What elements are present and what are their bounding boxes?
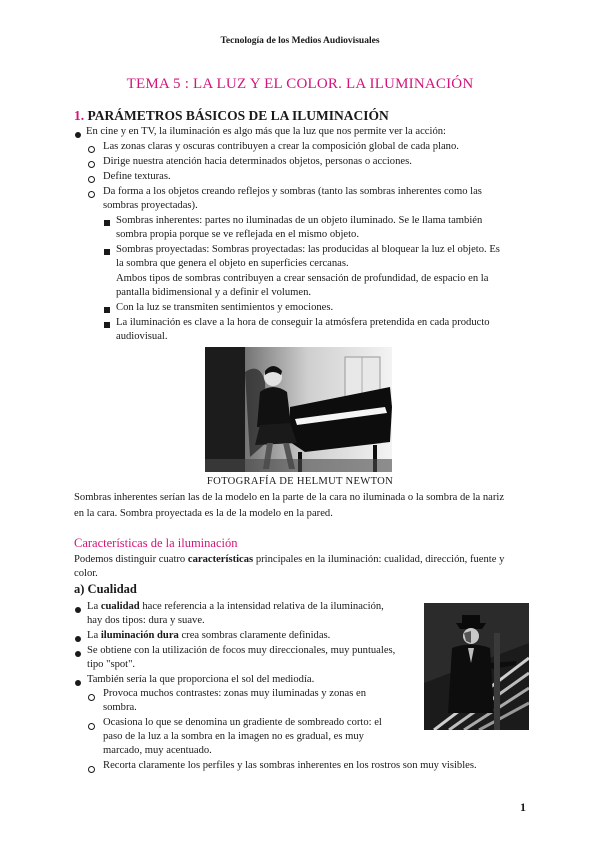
bullet-icon — [88, 694, 95, 701]
list-item: Con la luz se transmiten sentimientos y emociones. — [116, 302, 334, 313]
list-item-cont: sombra. — [103, 702, 137, 713]
list-item: Provoca muchos contrastes: zonas muy iluminadas y zonas en — [103, 688, 367, 699]
photo-helmut-newton — [205, 347, 392, 472]
list-item: Define texturas. — [103, 171, 171, 182]
list-item-cont: tipo "spot". — [87, 659, 136, 670]
list-item: También sería la que proporciona el sol del mediodía. — [87, 674, 315, 685]
list-item: Recorta claramente los perfiles y las sombras inherentes en los rostros son muy visibles. — [103, 760, 477, 771]
list-item-cont: audiovisual. — [116, 331, 168, 342]
list-item-cont: sombras proyectadas). — [103, 200, 198, 211]
list-item-cont: hay dos tipos: dura y suave. — [87, 615, 205, 626]
list-item: La iluminación es clave a la hora de conseguir la atmósfera pretendida en cada producto — [116, 317, 490, 328]
list-item: Sombras inherentes: partes no iluminadas de un objeto iluminado. Se le llama también — [116, 215, 483, 226]
paragraph-line — [74, 553, 504, 568]
list-item: Dirige nuestra atención hacia determinados objetos, personas o acciones. — [103, 156, 412, 167]
page-number: 1 — [520, 800, 526, 814]
list-item: Las zonas claras y oscuras contribuyen a crear la composición global de cada plano. — [103, 141, 459, 152]
bullet-icon — [75, 636, 81, 642]
page-header: Tecnología de los Medios Audiovisuales — [220, 36, 380, 46]
list-item: En cine y en TV, la iluminación es algo más que la luz que nos permite ver la acción: — [86, 126, 446, 137]
paragraph-line: color. — [74, 568, 98, 579]
text-bold: iluminación dura — [100, 630, 179, 641]
photo-film-noir — [424, 603, 529, 730]
text-run: principales en la iluminación: cualidad, dirección, fuente y — [253, 554, 505, 565]
bullet-icon — [104, 220, 110, 226]
text-run: La — [87, 601, 101, 612]
list-item: Se obtiene con la utilización de focos muy direccionales, muy puntuales, — [87, 645, 396, 656]
list-item: Sombras proyectadas: Sombras proyectadas: las producidas al bloquear la luz el objeto. Es — [116, 244, 500, 255]
bullet-icon — [88, 176, 95, 183]
bullet-icon — [75, 651, 81, 657]
list-item: Da forma a los objetos creando reflejos y sombras (tanto las sombras inherentes como las — [103, 186, 482, 197]
bullet-icon — [88, 723, 95, 730]
page-title: TEMA 5 : LA LUZ Y EL COLOR. LA ILUMINACIÓN — [126, 76, 474, 92]
bullet-icon — [104, 322, 110, 328]
text-bold: características — [187, 554, 254, 565]
list-item-cont: pantalla bidimensional y a definir el volumen. — [116, 287, 312, 298]
subsection-heading: Características de la iluminación — [74, 536, 238, 550]
paragraph-line: en la cara. Sombra proyectada es la de la modelo en la pared. — [74, 508, 333, 519]
text-run: Podemos distinguir cuatro — [74, 554, 188, 565]
bullet-icon — [88, 766, 95, 773]
list-item — [87, 629, 330, 644]
bullet-icon — [88, 191, 95, 198]
list-item-cont: paso de la luz a la sombra en la imagen no es gradual, es muy — [103, 731, 364, 742]
bullet-icon — [104, 307, 110, 313]
photo-caption: FOTOGRAFÍA DE HELMUT NEWTON — [206, 476, 394, 487]
text-run: La — [87, 630, 101, 641]
bullet-icon — [75, 680, 81, 686]
bullet-icon — [88, 146, 95, 153]
bullet-icon — [75, 132, 81, 138]
text-run: hace referencia a la intensidad relativa de la iluminación, — [139, 601, 384, 612]
list-item — [87, 600, 384, 615]
list-item-cont: Ambos tipos de sombras contribuyen a crear sensación de profundidad, de espacio en la — [116, 273, 489, 284]
section-heading-text: PARÁMETROS BÁSICOS DE LA ILUMINACIÓN — [87, 108, 389, 123]
section-heading — [74, 108, 389, 124]
bullet-icon — [88, 161, 95, 168]
bullet-icon — [75, 607, 81, 613]
list-item-cont: sombra propia porque se ve reflejada en el mismo objeto. — [116, 229, 359, 240]
list-item: Ocasiona lo que se denomina un gradiente de sombreado corto: el — [103, 717, 382, 728]
subsection-title-cualidad: a) Cualidad — [74, 582, 137, 596]
list-item-cont: marcado, muy acentuado. — [103, 745, 212, 756]
text-run: crea sombras claramente definidas. — [178, 630, 331, 641]
bullet-icon — [104, 249, 110, 255]
section-number: 1. — [74, 108, 85, 123]
text-bold: cualidad — [100, 601, 140, 612]
paragraph-line: Sombras inherentes serían las de la modelo en la parte de la cara no iluminada o la sombra de la nariz — [74, 492, 505, 503]
list-item-cont: la sombra que genera el objeto en superficies cercanas. — [116, 258, 349, 269]
